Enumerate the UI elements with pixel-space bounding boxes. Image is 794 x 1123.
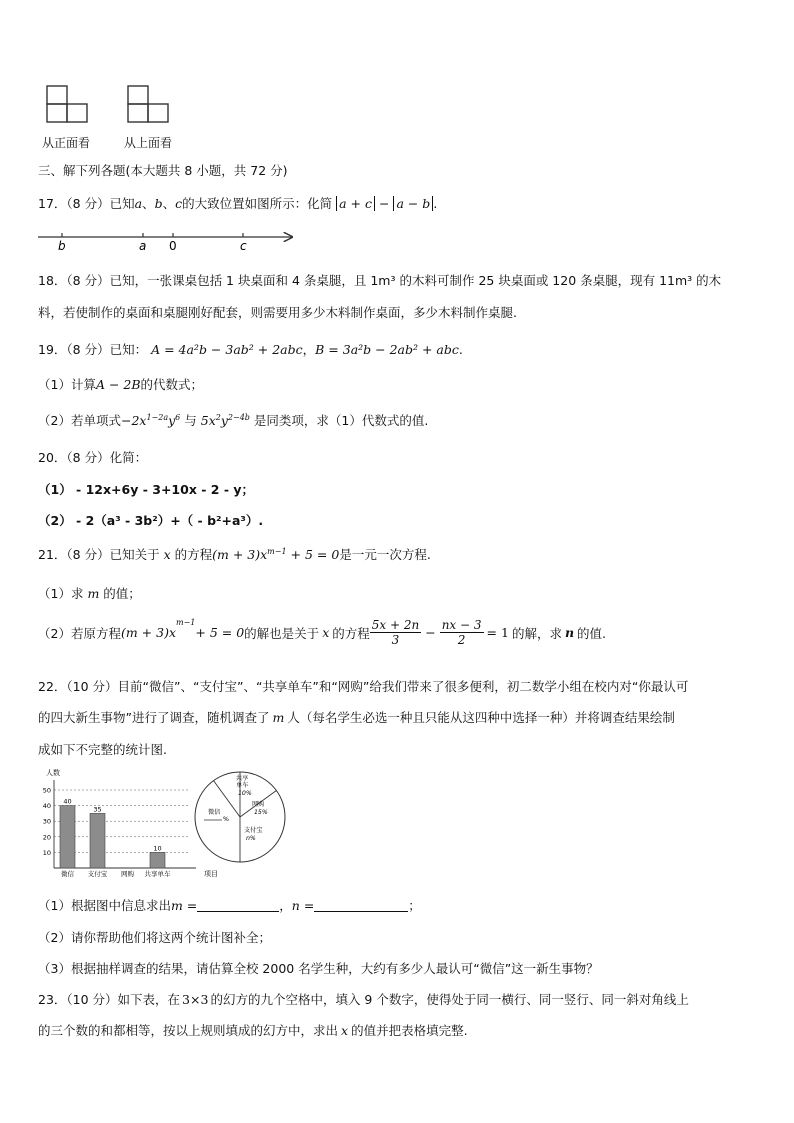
question-21 — [38, 545, 431, 563]
q21-p2-eq-exp: m−1 — [176, 618, 196, 627]
question-20: 20．（8 分）化简： — [38, 450, 148, 465]
q19-p1-end: 的代数式； — [140, 377, 204, 392]
q22-p1-m-label: m = — [170, 898, 198, 913]
q17-sep1: 、 — [142, 196, 155, 211]
q19-p2-mid: 与 — [184, 413, 197, 428]
question-19-part1 — [38, 375, 203, 393]
bar-chart-bar — [150, 852, 165, 868]
q21-frac2 — [440, 618, 484, 647]
question-18-line2: 料，若使制作的桌面和桌腿刚好配套，则需要用多少木料制作桌面，多少木料制作桌腿. — [38, 305, 517, 320]
number-line-label-b: b — [58, 239, 66, 253]
question-23-line1 — [38, 990, 689, 1008]
q23-line2-a: 的三个数的和都相等，按以上规则填成的幻方中，求出 — [38, 1023, 339, 1038]
q22-p1-end: ； — [408, 898, 421, 913]
number-line — [36, 228, 298, 252]
question-21-part1 — [38, 584, 141, 602]
q21-p2-eq-tail: + 5 = 0 — [195, 625, 245, 640]
pie-chart-slice-value: 10% — [238, 790, 252, 797]
q17-lead: 17．（8 分）已知 — [38, 196, 135, 211]
q21-frac1-den: 3 — [391, 633, 400, 647]
number-line-label-0: 0 — [169, 239, 177, 253]
q21-end: 是一元一次方程. — [339, 547, 431, 562]
q17-var-b: b — [154, 196, 163, 211]
q19-end: . — [458, 342, 463, 357]
pie-chart-slice-label: 支付宝 — [244, 827, 263, 834]
pie-chart-slice-value: n% — [246, 835, 256, 842]
section-heading: 三、解下列各题(本大题共 8 小题，共 72 分) — [38, 163, 288, 178]
q21-p1-m: m — [87, 586, 100, 601]
number-line-label-c: c — [240, 239, 247, 253]
question-22-part3: （3）根据抽样调查的结果，请估算全校 2000 名学生种，大约有多少人最认可“微信”这一新生事物？ — [38, 961, 599, 976]
pie-chart-slice-label: 微信 — [208, 809, 221, 816]
q23-line2-b: 的值并把表格填完整. — [351, 1023, 468, 1038]
bar-chart-ytick-label: 10 — [42, 848, 51, 857]
q21-p2-mid2: 的方程 — [332, 625, 370, 641]
q19-p1-lead: （1）计算 — [38, 377, 96, 392]
answer-blank-m[interactable] — [197, 899, 279, 912]
pie-chart-slice-label: 共享 — [236, 775, 249, 782]
q17-var-c: c — [175, 196, 183, 211]
q19-p2-exp1: 1−2a — [146, 412, 169, 422]
q21-frac2-den: 2 — [457, 633, 466, 647]
bar-chart-ytick-label: 20 — [42, 833, 51, 842]
q17-sep2: 、 — [162, 196, 176, 211]
q21-p2-n: n — [564, 625, 575, 640]
question-19 — [38, 340, 463, 358]
bar-chart-bar — [90, 813, 105, 868]
question-22-line3: 成如下不完整的统计图. — [38, 742, 167, 757]
q19-p2-y2: y — [220, 413, 228, 428]
q17-mid: 的大致位置如图所示：化简 — [182, 196, 333, 211]
q22-line2-a: 的四大新生事物”进行了调查，随机调查了 — [38, 710, 270, 725]
q21-p2-end2: 的值. — [577, 625, 607, 641]
bar-chart-value-label: 35 — [93, 805, 102, 814]
question-20-part1: （1） - 12x+6y - 3+10x - 2 - y； — [38, 482, 255, 497]
bar-chart-value-label: 40 — [63, 797, 72, 806]
bar-chart-value-label: 10 — [153, 844, 162, 853]
q19-p2-yexp1: 6 — [175, 412, 181, 422]
question-22-line2 — [38, 708, 675, 726]
front-view-caption: 从正面看 — [42, 136, 91, 150]
q19-expr-b: B = 3a²b − 2ab² + abc — [315, 342, 459, 357]
q21-frac-minus: − — [425, 625, 436, 640]
q22-line2-m: m — [272, 710, 285, 725]
pie-chart-slice-value: % — [223, 816, 229, 823]
pie-chart-slice-label: 网购 — [252, 801, 265, 808]
q19-p2-exp2: 2 — [215, 412, 221, 422]
answer-blank-n[interactable] — [314, 899, 408, 912]
pie-chart — [190, 770, 300, 866]
q21-p2-mid1: 的解也是关于 — [244, 625, 320, 641]
q21-eq: (m + 3)x — [212, 547, 268, 562]
pie-chart-slice-value: 15% — [254, 809, 268, 816]
q21-p1-end: 的值； — [103, 586, 141, 601]
q21-mid: 的方程 — [174, 547, 213, 562]
q21-frac2-num: nx − 3 — [441, 618, 482, 632]
q21-eq1: = 1 — [486, 625, 509, 640]
q19-p2-lead: （2）若单项式 — [38, 413, 121, 428]
bar-chart-bar — [60, 806, 75, 868]
question-21-part2 — [38, 618, 606, 647]
bar-chart-xlabel: 项目 — [204, 870, 218, 878]
question-23-line2 — [38, 1021, 468, 1039]
top-view-figure — [128, 86, 168, 122]
q22-p1-comma: ， — [279, 898, 292, 913]
q21-p2-x: x — [322, 625, 330, 640]
question-22-line1: 22．（10 分）目前“微信”、“支付宝”、“共享单车”和“网购”给我们带来了很多便利，初二数学小组在校内对“你最认可 — [38, 679, 689, 694]
question-18-line1: 18．（8 分）已知，一张课桌包括 1 块桌面和 4 条桌腿，且 1m³ 的木料可制作 25 块桌面或 120 条桌腿，现有 11m³ 的木 — [38, 273, 722, 288]
q21-frac1 — [370, 618, 421, 647]
q21-x: x — [163, 547, 171, 562]
q19-p2-yexp2: 2−4b — [227, 412, 250, 422]
q21-p2-end1: 的解，求 — [511, 625, 562, 641]
q23-mid: 的幻方的九个空格中，填入 9 个数字，使得处于同一横行、同一竖行、同一斜对角线上 — [210, 992, 689, 1007]
q21-eq-tail: + 5 = 0 — [286, 547, 340, 562]
q17-abs1: a + c — [336, 196, 375, 211]
q19-comma: ， — [302, 342, 316, 357]
question-17 — [38, 194, 437, 212]
q19-expr-a: A = 4a²b − 3ab² + 2abc — [151, 342, 303, 357]
q19-p1-expr: A − 2B — [95, 377, 141, 392]
bar-chart-category-label: 支付宝 — [87, 870, 108, 878]
q21-frac1-num: 5x + 2n — [371, 618, 420, 632]
bar-chart-category-label: 微信 — [61, 870, 74, 878]
q19-p2-mono1: −2x — [120, 413, 147, 428]
front-view-figure — [47, 86, 87, 122]
q23-line2-x: x — [341, 1023, 349, 1038]
q22-p1-lead: （1）根据图中信息求出 — [38, 898, 171, 913]
number-line-label-a: a — [139, 239, 147, 253]
q17-minus: − — [378, 196, 390, 211]
q21-lead: 21．（8 分）已知关于 — [38, 547, 160, 562]
top-view-caption: 从上面看 — [124, 136, 173, 150]
q22-p1-n-label: n = — [291, 898, 315, 913]
question-22-part1 — [38, 896, 421, 914]
q21-p2-eq: (m + 3)x — [120, 625, 176, 640]
bar-chart-ytick-label: 30 — [42, 817, 51, 826]
question-20-part2: （2） - 2（a³ - 3b²）+（ - b²+a³）. — [38, 513, 264, 528]
q17-end: . — [433, 196, 438, 211]
q19-lead: 19．（8 分）已知： — [38, 342, 148, 357]
q22-line2-b: 人（每名学生必选一种且只能从这四种中选择一种）并将调查结果绘制 — [287, 710, 675, 725]
question-22-part2: （2）请你帮助他们将这两个统计图补全； — [38, 930, 271, 945]
q19-p2-mono2: 5x — [200, 413, 216, 428]
bar-chart-ytick-label: 50 — [42, 786, 51, 795]
bar-chart-category-label: 网购 — [121, 870, 134, 878]
question-19-part2 — [38, 411, 428, 429]
q21-eq-exp: m−1 — [267, 546, 287, 556]
q19-p2-end: 是同类项，求（1）代数式的值. — [253, 413, 429, 428]
bar-chart-ytick-label: 40 — [42, 802, 51, 811]
q23-dim: 3×3 — [182, 992, 209, 1007]
q19-p2-y1: y — [168, 413, 176, 428]
q23-lead: 23．（10 分）如下表，在 — [38, 992, 181, 1007]
bar-chart-category-label: 共享单车 — [144, 870, 171, 878]
pie-chart-slice-label: 单车 — [236, 782, 249, 789]
q17-var-a: a — [134, 196, 143, 211]
bar-chart — [36, 764, 216, 882]
bar-chart-ylabel: 人数 — [46, 769, 60, 777]
q21-p2-lead: （2）若原方程 — [38, 625, 121, 641]
q21-p1-lead: （1）求 — [38, 586, 84, 601]
q17-abs2: a − b — [393, 196, 433, 211]
